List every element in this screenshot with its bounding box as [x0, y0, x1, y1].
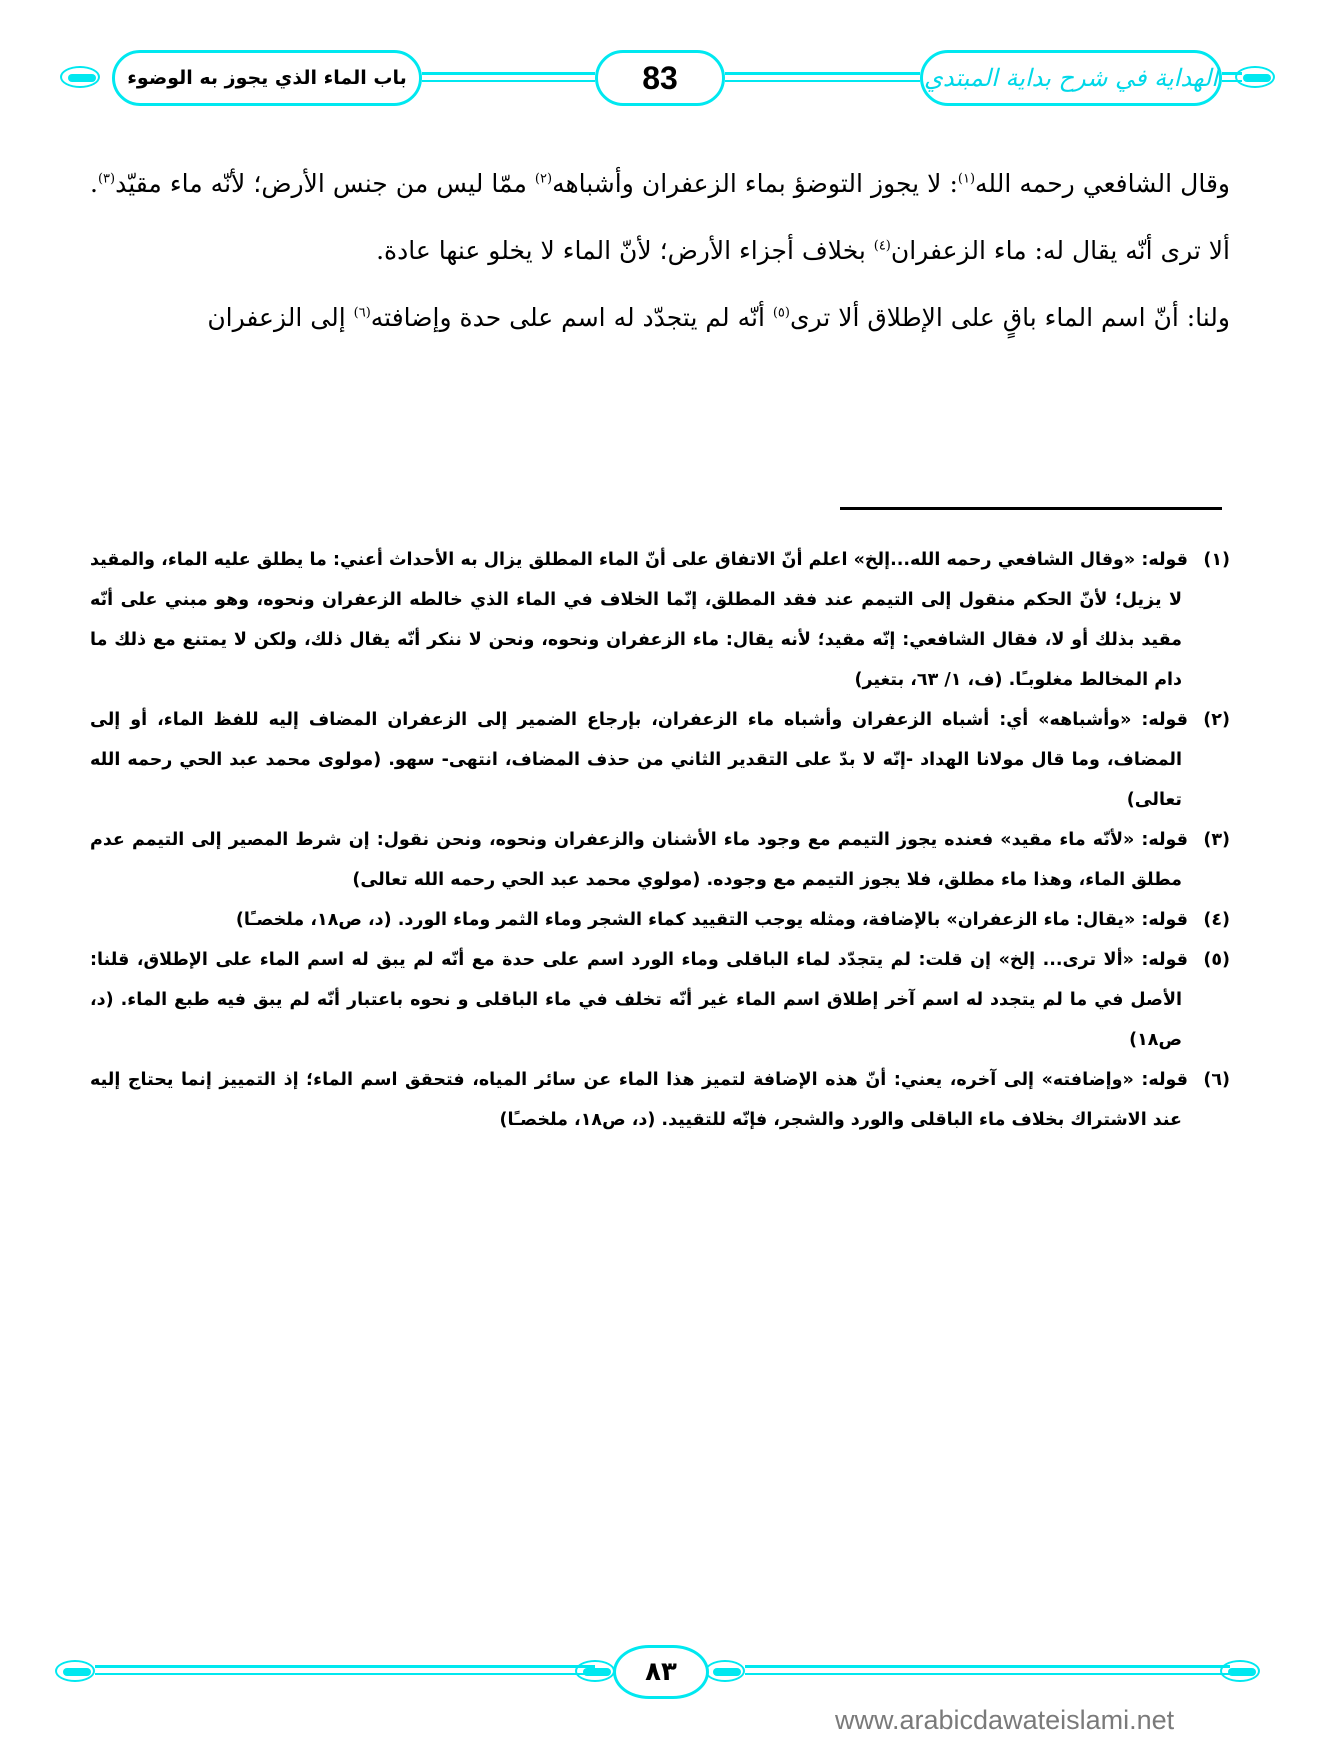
footnote-number: (٥) — [1203, 950, 1231, 970]
chapter-title: باب الماء الذي يجوز به الوضوء — [127, 67, 407, 89]
text-run: . ألا ترى أنّه يقال له: ماء الزعفران — [90, 169, 1230, 265]
page-number: 83 — [642, 59, 678, 96]
ornament-rail — [745, 1673, 1230, 1675]
ornament-cap-icon — [60, 63, 104, 93]
main-paragraph-1 — [90, 150, 1230, 284]
ornament-rail — [422, 72, 595, 75]
footnote-ref[interactable]: (٥) — [772, 305, 790, 321]
footnote-item — [90, 700, 1230, 820]
text-run: : لا يجوز التوضؤ بماء الزعفران وأشباهه — [552, 169, 958, 198]
footnote-label: قوله: «لأنّه ماء مقيد» — [1000, 830, 1188, 850]
ornament-rail — [422, 80, 595, 82]
footnote-label: قوله: «وإضافته» — [1041, 1070, 1188, 1090]
text-run: بخلاف أجزاء الأرض؛ لأنّ الماء لا يخلو عنها عادة. — [376, 236, 874, 265]
footnote-item — [90, 820, 1230, 900]
text-run: إلى الزعفران — [207, 303, 354, 332]
footnote-number: (٤) — [1203, 910, 1230, 930]
footnote-item — [90, 900, 1230, 940]
footnote-label: قوله: «يقال: ماء الزعفران» — [946, 910, 1188, 930]
footnote-ref[interactable]: (٢) — [534, 171, 553, 187]
footnote-text: أي: أشباه الزعفران وأشباه ماء الزعفران، بإرجاع الضمير إلى الزعفران المضاف إليه للفظ الماء، أو إلى المضاف، وما قال مولانا الهداد -إنّه لا بدّ على التقدير الثاني من حذف المضاف، انتهى- سهو. (مولوى محمد عبد الحي رحمه الله تعالى) — [90, 710, 1182, 810]
text-run: ولنا: أنّ اسم الماء باقٍ على الإطلاق ألا ترى — [789, 303, 1230, 332]
footnote-text: فعنده يجوز التيمم مع وجود ماء الأشنان والزعفران ونحوه، ونحن نقول: إن شرط المصير إلى التيمم عدم مطلق الماء، وهذا ماء مطلق، فلا يجوز التيمم مع وجوده. (مولوي محمد عبد الحي رحمه الله تعالى) — [90, 830, 1182, 890]
footer-page-number-badge — [613, 1645, 709, 1699]
footer-page-number: ٨٣ — [645, 1657, 677, 1687]
footnote-text: إلى آخره، يعني: أنّ هذه الإضافة لتميز هذا الماء عن سائر المياه، فتحقق اسم الماء؛ إذ التمييز إنما يحتاج إليه عند الاشتراك بخلاف ماء الباقلى والورد والشجر، فإنّه للتقييد. (د، ص١٨، ملخصـًا) — [90, 1070, 1182, 1130]
footnote-number: (٢) — [1203, 710, 1230, 730]
ornament-cap-icon — [55, 1657, 99, 1687]
footnote-divider — [840, 507, 1222, 510]
page-header — [40, 50, 1280, 110]
text-run: وقال الشافعي رحمه الله — [975, 169, 1230, 198]
footnote-item — [90, 1060, 1230, 1140]
book-title: الهداية في شرح بداية المبتدي — [924, 64, 1218, 92]
footnote-number: (١) — [1203, 550, 1230, 570]
footnote-ref[interactable]: (٦) — [353, 305, 371, 321]
ornament-cap-icon — [1220, 1657, 1264, 1687]
ornament-rail — [745, 1665, 1230, 1668]
book-title-badge — [920, 50, 1222, 106]
main-paragraph-2 — [90, 284, 1230, 351]
footnote-label: قوله: «ألا ترى... إلخ» — [998, 950, 1189, 970]
footnote-label: قوله: «وقال الشافعي رحمه الله...إلخ» — [853, 550, 1188, 570]
ornament-rail — [95, 1665, 595, 1668]
footnote-item — [90, 940, 1230, 1060]
ornament-cap-icon — [1235, 63, 1279, 93]
footnote-ref[interactable]: (٣) — [97, 171, 116, 187]
text-run: أنّه لم يتجدّد له اسم على حدة وإضافته — [370, 303, 773, 332]
page-footer — [40, 1645, 1280, 1705]
footnote-ref[interactable]: (١) — [957, 171, 976, 187]
main-text — [90, 150, 1230, 351]
ornament-rail — [725, 80, 920, 82]
footnote-item — [90, 540, 1230, 700]
ornament-cap-icon — [705, 1657, 749, 1687]
website-url[interactable]: www.arabicdawateislami.net — [835, 1705, 1175, 1735]
footnote-text: اعلم أنّ الاتفاق على أنّ الماء المطلق يزال به الأحداث أعني: ما يطلق عليه الماء، والمقيد لا يزيل؛ لأنّ الحكم منقول إلى التيمم عند فقد المطلق، إنّما الخلاف في الماء الذي خالطه الزعفران ونحوه، وهو مبني على أنّه مقيد بذلك أو لا، فقال الشافعي: إنّه مقيد؛ لأنه يقال: ماء الزعفران ونحوه، ونحن لا ننكر أنّه يقال ذلك، ولكن لا يمتنع مع ذلك ما دام المخالط مغلوبـًا. (ف، ١/ ٦٣، بتغير) — [90, 550, 1182, 690]
footnotes — [90, 540, 1230, 1140]
footnote-ref[interactable]: (٤) — [873, 238, 891, 254]
page-number-badge — [595, 50, 725, 106]
chapter-title-badge — [112, 50, 422, 106]
footnote-label: قوله: «وأشباهه» — [1038, 710, 1188, 730]
text-run: ممّا ليس من جنس الأرض؛ لأنّه ماء مقيّد — [115, 169, 535, 198]
ornament-rail — [95, 1673, 595, 1675]
footnote-text: بالإضافة، ومثله يوجب التقييد كماء الشجر وماء الثمر وماء الورد. (د، ص١٨، ملخصـًا) — [235, 910, 947, 930]
footnote-text: إن قلت: لم يتجدّد لماء الباقلى وماء الورد اسم على حدة مع أنّه لم يبق له اسم الماء على الإطلاق، قلنا: الأصل في ما لم يتجدد له اسم آخر إطلاق اسم الماء غير أنّه تخلف في ماء الباقلى و نحوه باعتبار أنّه لم يبق فيه طبع الماء. (د، ص١٨) — [90, 950, 1182, 1050]
footnote-number: (٣) — [1203, 830, 1230, 850]
ornament-rail — [725, 72, 920, 75]
footnote-number: (٦) — [1203, 1070, 1230, 1090]
